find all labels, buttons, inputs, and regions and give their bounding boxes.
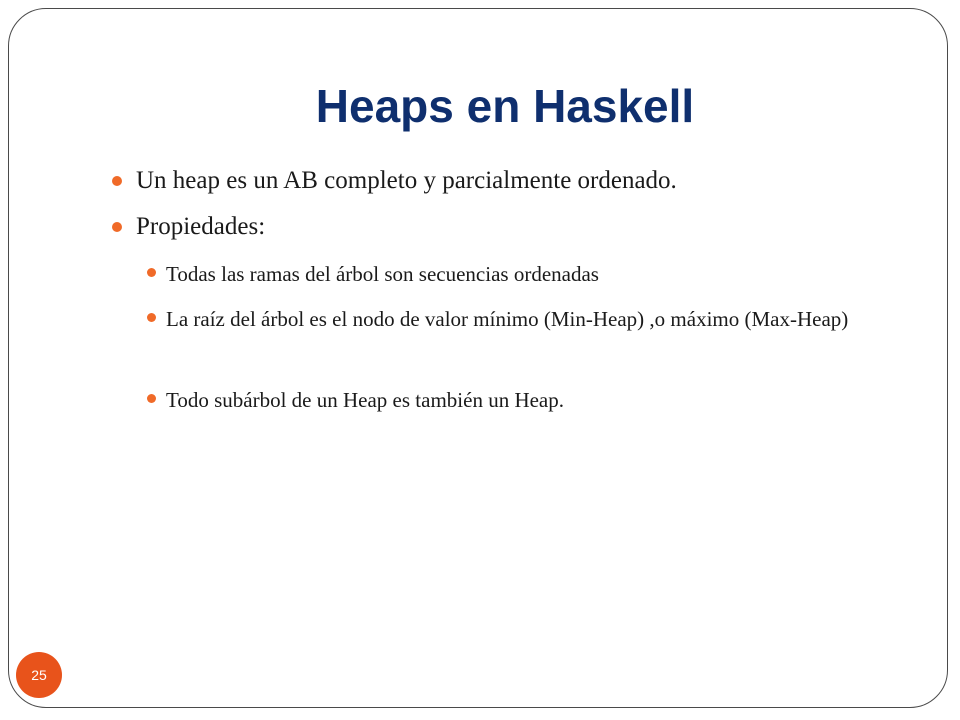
bullet-item bbox=[136, 166, 916, 196]
slide-title: Heaps en Haskell bbox=[315, 80, 695, 132]
bullet-dot-icon bbox=[112, 176, 122, 186]
sub-bullet-text: Todas las ramas del árbol son secuencias ordenadas bbox=[166, 262, 599, 286]
bullet-text: Propiedades: bbox=[136, 213, 266, 240]
bullet-dot-icon bbox=[112, 222, 122, 232]
bullet-text: Un heap es un AB completo y parcialmente ordenado. bbox=[136, 167, 677, 194]
sub-bullet-item bbox=[166, 383, 906, 417]
bullet-dot-icon bbox=[147, 313, 156, 322]
sub-bullet-item bbox=[166, 302, 906, 336]
sub-bullet-text: Todo subárbol de un Heap es también un Heap. bbox=[166, 388, 565, 412]
slide-number-badge: 25 bbox=[16, 652, 62, 698]
sub-bullet-text: La raíz del árbol es el nodo de valor mínimo (Min-Heap) ,o máximo (Max-Heap) bbox=[166, 307, 849, 331]
sub-bullet-item bbox=[166, 257, 906, 291]
bullet-dot-icon bbox=[147, 394, 156, 403]
bullet-item bbox=[136, 212, 916, 242]
bullet-dot-icon bbox=[147, 268, 156, 277]
